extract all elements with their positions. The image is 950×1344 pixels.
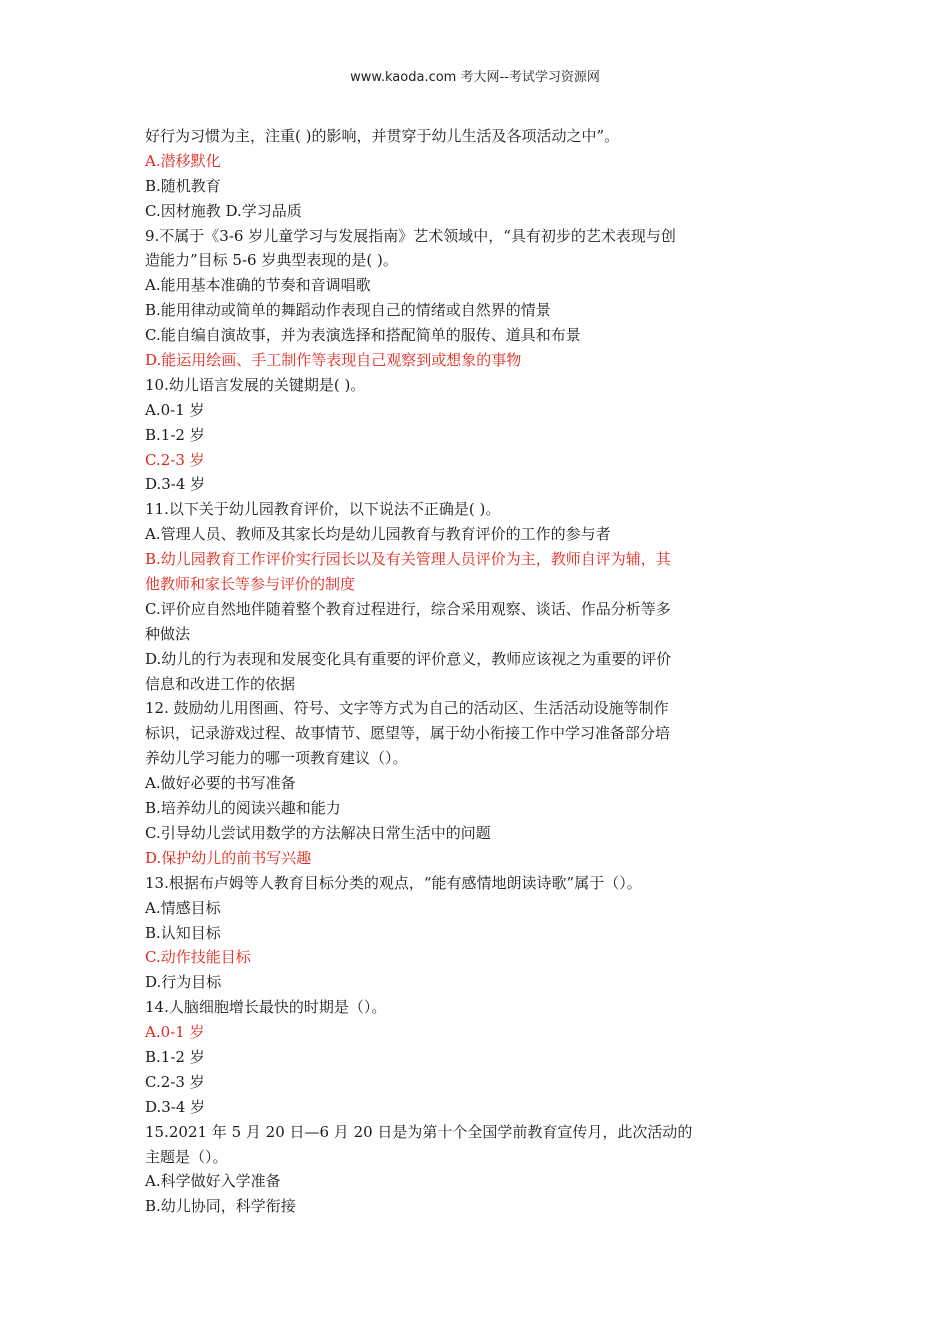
text-line: A.0-1 岁 bbox=[145, 400, 205, 419]
text-line: 10.幼儿语言发展的关键期是( )。 bbox=[145, 375, 366, 394]
text-line: A.能用基本准确的节奏和音调唱歌 bbox=[145, 276, 371, 295]
text-line: C.引导幼儿尝试用数学的方法解决日常生活中的问题 bbox=[145, 823, 491, 842]
text-line: 好行为习惯为主，注重( )的影响，并贯穿于幼儿生活及各项活动之中”。 bbox=[145, 127, 620, 145]
text-line: 13.根据布卢姆等人教育目标分类的观点，“能有感情地朗读诗歌”属于（）。 bbox=[145, 873, 642, 892]
text-line: D.行为目标 bbox=[145, 973, 222, 992]
text-line: 标识，记录游戏过程、故事情节、愿望等，属于幼小衔接工作中学习准备部分培 bbox=[145, 724, 671, 743]
text-line: D.3-4 岁 bbox=[145, 1097, 206, 1116]
text-line: 种做法 bbox=[145, 624, 191, 643]
text-line: A.管理人员、教师及其家长均是幼儿园教育与教育评价的工作的参与者 bbox=[145, 525, 611, 544]
text-line: C.因材施教 D.学习品质 bbox=[145, 201, 302, 220]
text-line: C.2-3 岁 bbox=[145, 1072, 205, 1091]
text-line: B.能用律动或简单的舞蹈动作表现自己的情绪或自然界的情景 bbox=[145, 301, 551, 320]
answer-line: B.幼儿园教育工作评价实行园长以及有关管理人员评价为主，教师自评为辅，其 bbox=[145, 550, 671, 569]
document-body bbox=[145, 124, 765, 1219]
answer-line: D.保护幼儿的前书写兴趣 bbox=[145, 848, 312, 867]
text-line: B.随机教育 bbox=[145, 176, 221, 195]
text-line: 12. 鼓励幼儿用图画、符号、文字等方式为自己的活动区、生活活动设施等制作 bbox=[145, 699, 669, 718]
text-line: 11.以下关于幼儿园教育评价，以下说法不正确是( )。 bbox=[145, 500, 501, 519]
text-line: 主题是（）。 bbox=[145, 1147, 228, 1166]
text-line: A.科学做好入学准备 bbox=[145, 1172, 281, 1191]
text-line: C.能自编自演故事，并为表演选择和搭配简单的服传、道具和布景 bbox=[145, 326, 581, 345]
text-line: C.评价应自然地伴随着整个教育过程进行，综合采用观察、谈话、作品分析等多 bbox=[145, 599, 671, 618]
text-line: B.幼儿协同，科学衔接 bbox=[145, 1197, 296, 1216]
answer-line: D.能运用绘画、手工制作等表现自己观察到或想象的事物 bbox=[145, 351, 522, 370]
text-line: 15.2021 年 5 月 20 日—6 月 20 日是为第十个全国学前教育宣传月，此次活动的 bbox=[145, 1122, 693, 1141]
text-line: B.培养幼儿的阅读兴趣和能力 bbox=[145, 799, 341, 818]
page-header: www.kaoda.com 考大网--考试学习资源网 bbox=[350, 70, 600, 85]
text-line: 9.不属于《3-6 岁儿童学习与发展指南》艺术领域中，“具有初步的艺术表现与创 bbox=[145, 226, 676, 245]
answer-line: A.0-1 岁 bbox=[145, 1023, 205, 1042]
answer-line: C.2-3 岁 bbox=[145, 450, 205, 469]
text-line: D.幼儿的行为表现和发展变化具有重要的评价意义，教师应该视之为重要的评价 bbox=[145, 649, 672, 668]
text-line: D.3-4 岁 bbox=[145, 475, 206, 494]
answer-line: 他教师和家长等参与评价的制度 bbox=[145, 575, 356, 594]
text-line: B.认知目标 bbox=[145, 923, 221, 942]
text-line: A.做好必要的书写准备 bbox=[145, 774, 296, 793]
answer-line: C.动作技能目标 bbox=[145, 948, 251, 967]
text-line: A.情感目标 bbox=[145, 898, 221, 917]
answer-line: A.潜移默化 bbox=[145, 151, 221, 170]
text-line: B.1-2 岁 bbox=[145, 425, 205, 444]
text-line: 14.人脑细胞增长最快的时期是（）。 bbox=[145, 998, 387, 1017]
text-line: 造能力”目标 5-6 岁典型表现的是( )。 bbox=[145, 251, 398, 270]
text-line: 信息和改进工作的依据 bbox=[145, 674, 296, 693]
text-line: 养幼儿学习能力的哪一项教育建议（）。 bbox=[145, 749, 408, 768]
text-line: B.1-2 岁 bbox=[145, 1047, 205, 1066]
